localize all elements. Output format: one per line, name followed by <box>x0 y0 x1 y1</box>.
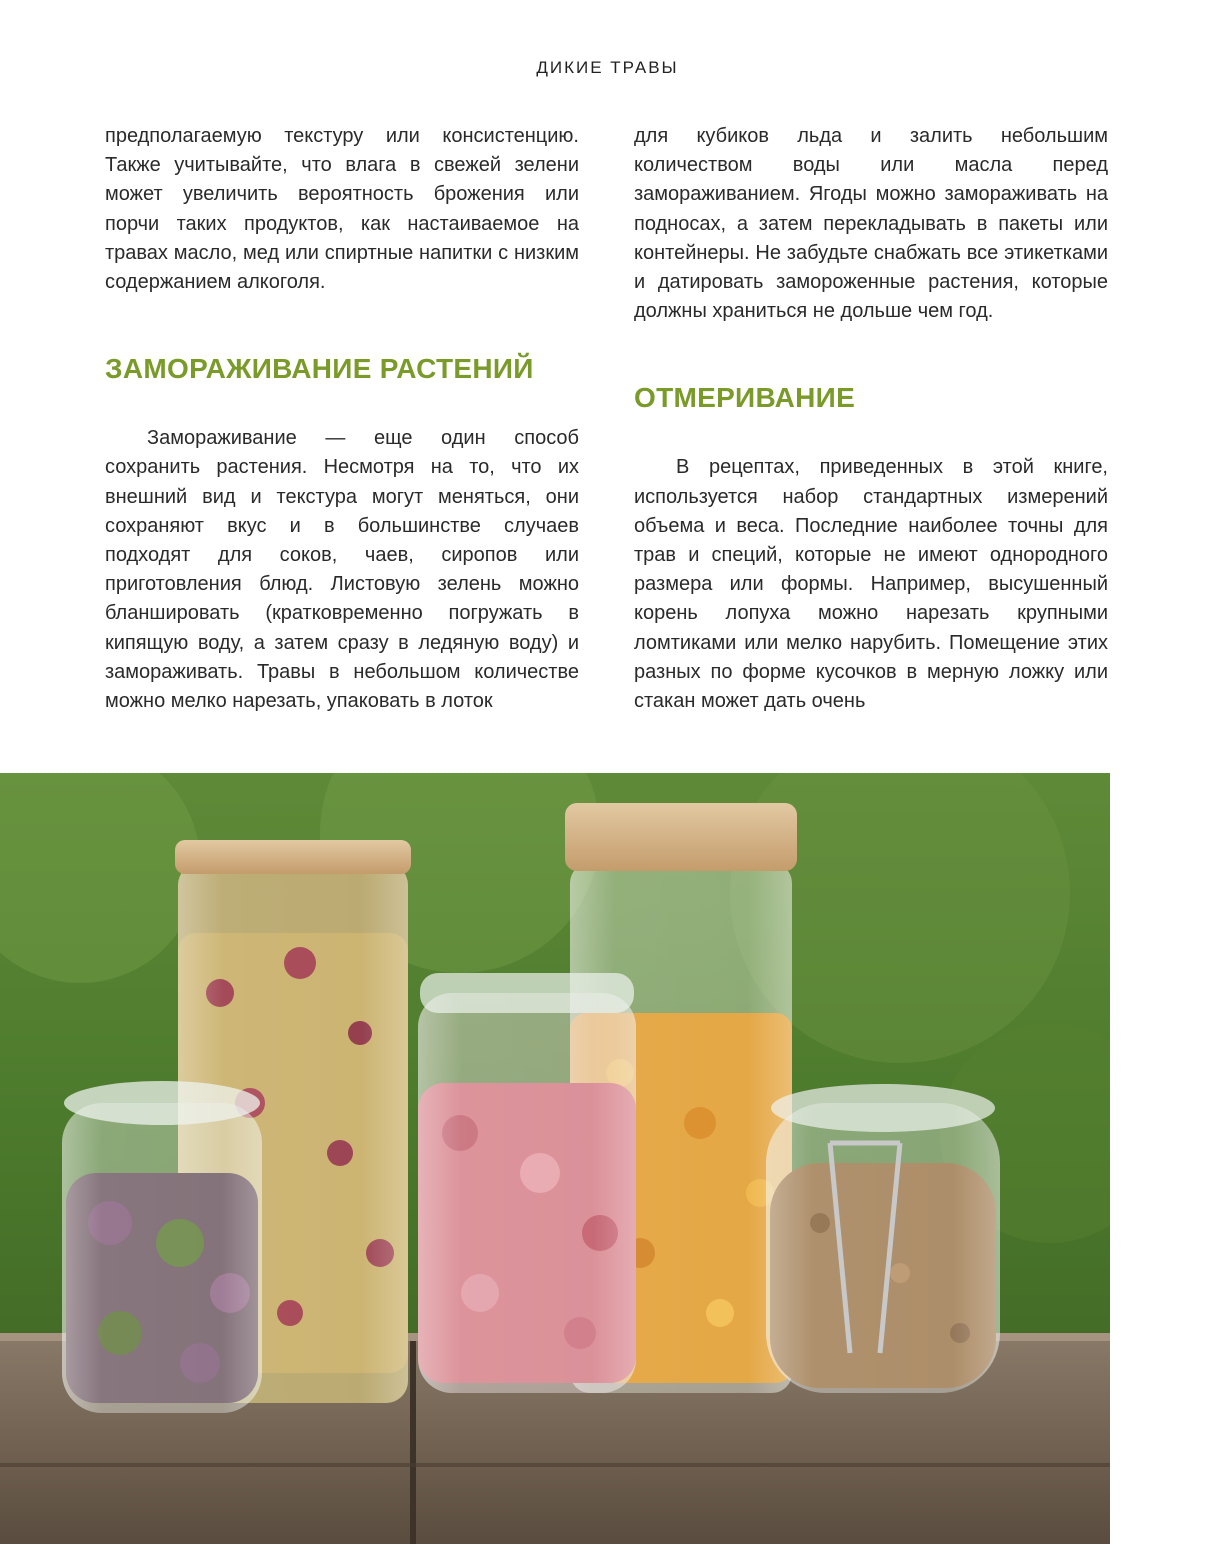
left-paragraph-2: Замораживание — еще один способ сохранить растения. Несмотря на то, что их внешний вид и текстура могут меняться, они сохраняют вкус и в большинстве случаев подходят для соков, чаев, сиропов или приготовления блюд. Листовую зелень можно бланшировать (кратковременно погружать в кипящую воду, а затем сразу в ледяную воду) и замораживать. Травы в небольшом количестве можно мелко нарезать, упаковать в лоток <box>105 427 579 713</box>
section-heading-freezing: ЗАМОРАЖИВАНИЕ РАСТЕНИЙ <box>105 353 534 385</box>
right-column <box>634 122 1108 716</box>
left-paragraph-1: предполагаемую текстуру или консистенцию. Также учитывайте, что влага в свежей зелени может увеличить вероятность брожения или порчи таких продуктов, как настаиваемое на травах масло, мед или спиртные напитки с низким содержанием алкоголя. <box>105 125 579 294</box>
left-column <box>105 122 579 716</box>
photo-herb-jars <box>0 773 1110 1544</box>
running-head: ДИКИЕ ТРАВЫ <box>536 58 679 77</box>
right-paragraph-1: для кубиков льда и залить небольшим количеством воды или масла перед замораживанием. Ягоды можно замораживать на подносах, а затем перекладывать в пакеты или контейнеры. Не забудьте снабжать все этикетками и датировать замороженные растения, которые должны храниться не дольше чем год. <box>634 125 1108 323</box>
section-heading-measuring: ОТМЕРИВАНИЕ <box>634 382 856 414</box>
right-paragraph-2: В рецептах, приведенных в этой книге, используется набор стандартных измерений объема и веса. Последние наиболее точны для трав и специй, которые не имеют однородного размера или формы. Например, высушенный корень лопуха можно нарезать крупными ломтиками или мелко нарубить. Помещение этих разных по форме кусочков в мерную ложку или стакан может дать очень <box>634 456 1108 713</box>
